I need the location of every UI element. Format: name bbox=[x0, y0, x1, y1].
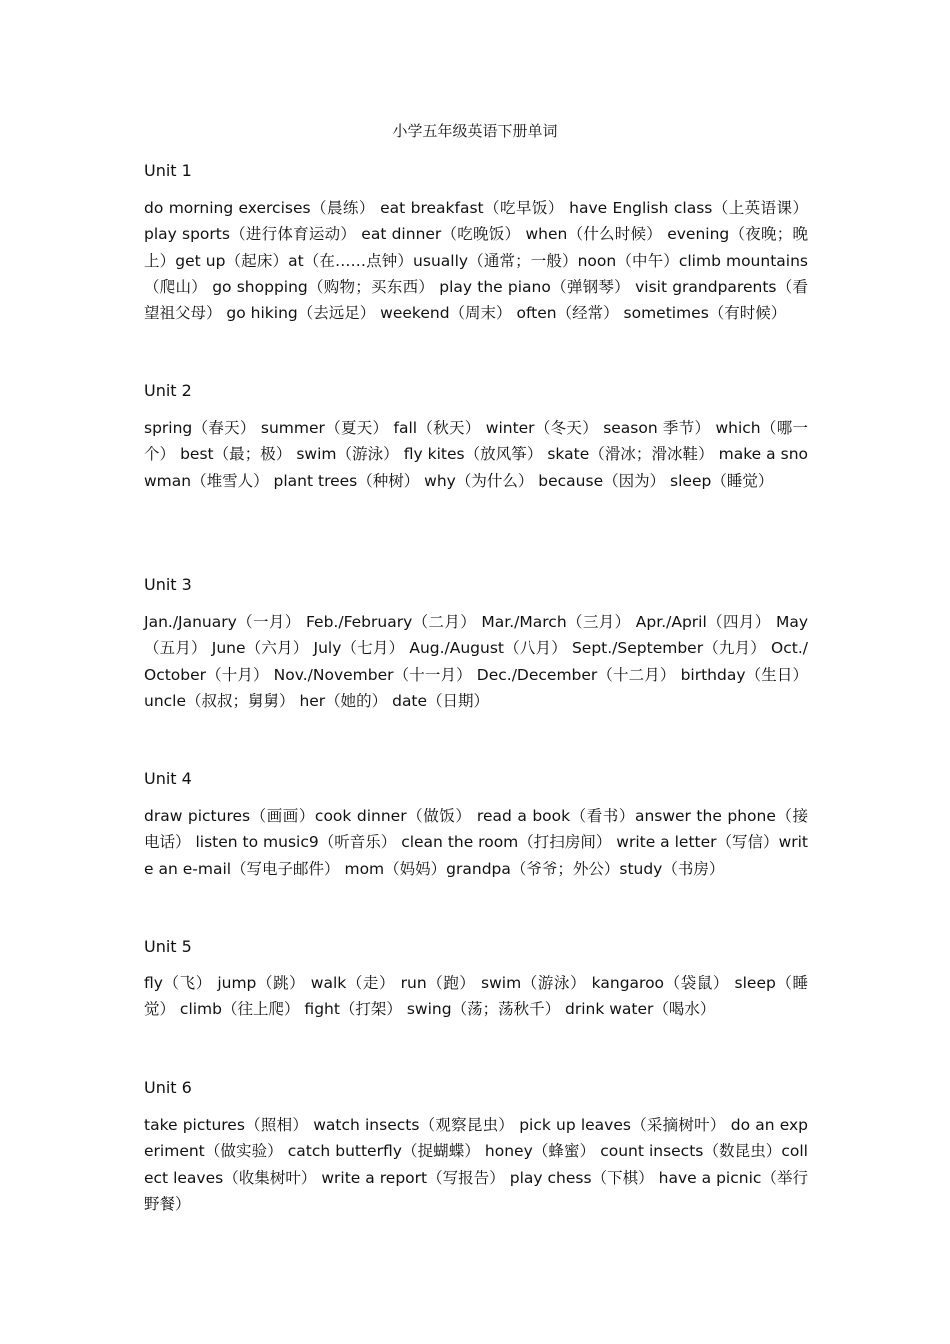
unit-6-vocabulary: take pictures（照相） watch insects（观察昆虫） pick up leaves（采摘树叶） do an experiment（做实验） catch butterfly（捉蝴蝶） honey（蜂蜜） count insects（数昆虫）collect leaves（收集树叶） write a report（写报告） play chess（下棋） have a picnic（举行野餐） bbox=[144, 1116, 808, 1213]
unit-5-vocabulary: fly（飞） jump（跳） walk（走） run（跑） swim（游泳） kangaroo（袋鼠） sleep（睡觉） climb（往上爬） fight（打架） swing（荡；荡秋千） drink water（喝水） bbox=[144, 974, 808, 1019]
unit-4-vocabulary: draw pictures（画画）cook dinner（做饭） read a book（看书）answer the phone（接电话） listen to music9（听音乐） clean the room（打扫房间） write a letter（写信）write an e-mail（写电子邮件） mom（妈妈）grandpa（爷爷；外公）study（书房） bbox=[144, 807, 808, 878]
unit-2-vocabulary: spring（春天） summer（夏天） fall（秋天） winter（冬天） season 季节） which（哪一个） best（最；极） swim（游泳） fly kites（放风筝） skate（滑冰；滑冰鞋） make a snowman（堆雪人） plant trees（种树） why（为什么） because（因为） sleep（睡觉） bbox=[144, 419, 808, 490]
unit-1-heading: Unit 1 bbox=[144, 161, 192, 180]
unit-1-vocabulary: do morning exercises（晨练） eat breakfast（吃早饭） have English class（上英语课） play sports（进行体育运动） eat dinner（吃晚饭） when（什么时候） evening（夜晚；晚上）get up（起床）at（在……点钟）usually（通常；一般）noon（中午）climb mountains（爬山） go shopping（购物；买东西） play the piano（弹钢琴） visit grandparents（看望祖父母） go hiking（去远足） weekend（周末） often（经常） sometimes（有时候） bbox=[144, 199, 808, 323]
unit-3-vocabulary: Jan./January（一月） Feb./February（二月） Mar./March（三月） Apr./April（四月） May（五月） June（六月） July（七月） Aug./August（八月） Sept./September（九月） Oct./October（十月） Nov./November（十一月） Dec./December（十二月） birthday（生日） uncle（叔叔；舅舅） her（她的） date（日期） bbox=[144, 613, 808, 710]
unit-4-heading: Unit 4 bbox=[144, 769, 192, 788]
unit-6-heading: Unit 6 bbox=[144, 1078, 192, 1097]
unit-3-heading: Unit 3 bbox=[144, 575, 192, 594]
unit-2-heading: Unit 2 bbox=[144, 381, 192, 400]
document-title: 小学五年级英语下册单词 bbox=[392, 122, 558, 140]
unit-5-heading: Unit 5 bbox=[144, 937, 192, 956]
